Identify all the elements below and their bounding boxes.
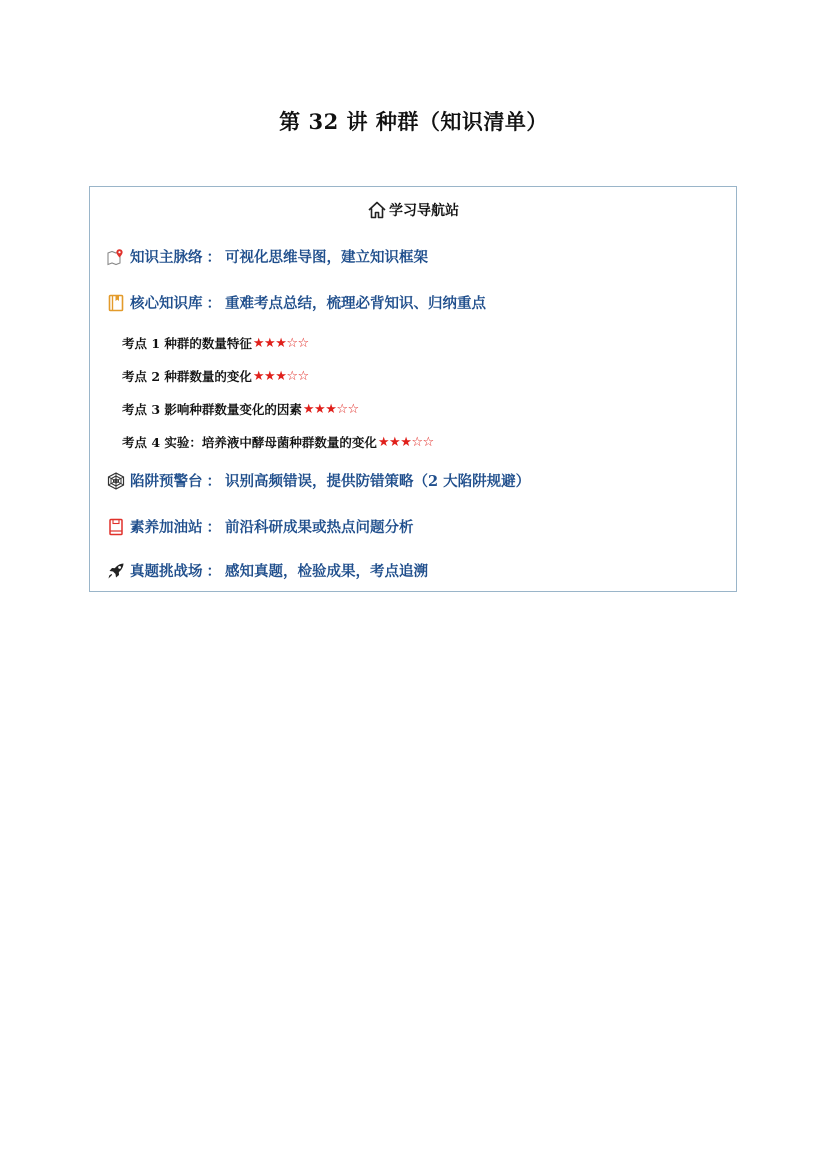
book-icon [106,293,126,313]
star-filled-icon: ★★★ [252,335,287,351]
colon: ： [206,473,221,490]
nav-item-exam-challenge [106,560,428,581]
star-filled-icon: ★★★ [302,401,337,417]
nav-item-desc: 感知真题，检验成果，考点追溯 [225,563,428,580]
kaodian-item-3 [122,400,359,418]
kaodian-text: 考点 3 影响种群数量变化的因素 [122,402,302,417]
nav-item-desc: 可视化思维导图，建立知识框架 [225,249,428,266]
map-pin-icon [106,247,126,267]
nav-item-mind-map [106,246,428,267]
star-filled-icon: ★★★ [377,434,412,450]
star-empty-icon: ☆☆ [286,335,309,351]
nav-item-desc: 重难考点总结，梳理必背知识、归纳重点 [225,295,486,312]
colon: ： [206,295,221,312]
difficulty-stars [253,369,309,384]
star-empty-icon: ☆☆ [286,368,309,384]
learning-nav-box [89,186,737,592]
kaodian-item-1 [122,334,309,352]
difficulty-stars [303,402,359,417]
web-icon [106,471,126,491]
nav-item-label: 核心知识库 [130,295,203,312]
difficulty-stars [253,336,309,351]
star-empty-icon: ☆☆ [411,434,434,450]
star-filled-icon: ★★★ [252,368,287,384]
nav-item-literacy [106,516,414,537]
rocket-icon [106,561,126,581]
notebook-icon [106,517,126,537]
kaodian-text: 考点 4 实验：培养液中酵母菌种群数量的变化 [122,435,377,450]
kaodian-item-2 [122,367,309,385]
difficulty-stars [378,435,434,450]
star-empty-icon: ☆☆ [336,401,359,417]
nav-item-trap-warning [106,470,530,491]
kaodian-item-4 [122,433,434,451]
colon: ： [206,249,221,266]
nav-item-label: 真题挑战场 [130,563,203,580]
nav-header-label: 学习导航站 [389,203,459,219]
kaodian-text: 考点 1 种群的数量特征 [122,336,252,351]
nav-item-label: 素养加油站 [130,519,203,536]
nav-item-desc: 前沿科研成果或热点问题分析 [225,519,414,536]
page-title: 第 32 讲 种群（知识清单） [279,109,548,134]
nav-item-label: 陷阱预警台 [130,473,203,490]
colon: ： [206,563,221,580]
colon: ： [206,519,221,536]
nav-header [90,200,736,220]
house-icon [367,200,387,220]
nav-item-desc: 识别高频错误，提供防错策略（2 大陷阱规避） [225,473,531,490]
nav-item-core-knowledge [106,292,486,313]
kaodian-text: 考点 2 种群数量的变化 [122,369,252,384]
nav-item-label: 知识主脉络 [130,249,203,266]
